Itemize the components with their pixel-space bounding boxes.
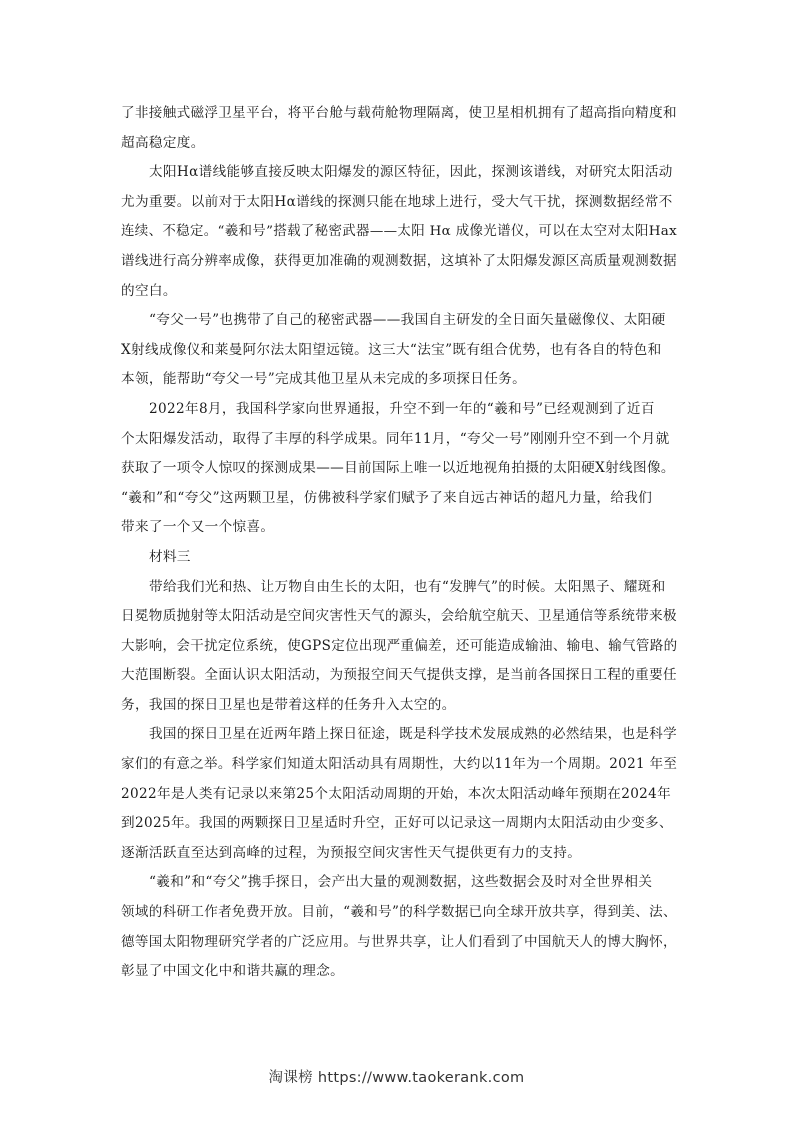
text-line: 的空白。 bbox=[121, 282, 177, 299]
text-line: 日冕物质抛射等太阳活动是空间灾害性天气的源头，会给航空航天、卫星通信等系统带来极 bbox=[121, 608, 677, 625]
text-line: 个太阳爆发活动，取得了丰厚的科学成果。同年11月，“夸父一号”刚刚升空不到一个月就 bbox=[121, 430, 670, 447]
text-line: 带来了一个又一个惊喜。 bbox=[121, 519, 275, 536]
text-line: 谱线进行高分辨率成像，获得更加准确的观测数据，这填补了太阳爆发源区高质量观测数据 bbox=[121, 252, 677, 269]
text-line: 家们的有意之举。科学家们知道太阳活动具有周期性，大约以11年为一个周期。2021 年至 bbox=[121, 756, 677, 773]
text-line: 带给我们光和热、让万物自由生长的太阳，也有“发脾气”的时候。太阳黑子、耀斑和 bbox=[149, 578, 666, 595]
text-line: 领域的科研工作者免费开放。目前，“羲和号”的科学数据已向全球开放共享，得到美、法、 bbox=[121, 904, 677, 921]
text-line: 2022年8月，我国科学家向世界通报，升空不到一年的“羲和号”已经观测到了近百 bbox=[149, 400, 655, 417]
text-line: 获取了一项令人惊叹的探测成果——目前国际上唯一以近地视角拍摄的太阳硬X射线图像。 bbox=[121, 460, 675, 477]
text-line: 逐渐活跃直至达到高峰的过程，为预报空间灾害性天气提供更有力的支持。 bbox=[121, 844, 582, 861]
text-line: 太阳Hα谱线能够直接反映太阳爆发的源区特征，因此，探测该谱线，对研究太阳活动 bbox=[149, 164, 673, 181]
text-line: 大范围断裂。全面认识太阳活动，为预报空间天气提供支撑，是当前各国探日工程的重要任 bbox=[121, 667, 677, 684]
text-line: 德等国太阳物理研究学者的广泛应用。与世界共享，让人们看到了中国航天人的博大胸怀， bbox=[121, 933, 677, 950]
text-line: 务，我国的探日卫星也是带着这样的任务升入太空的。 bbox=[121, 696, 456, 713]
text-line: X射线成像仪和莱曼阿尔法太阳望远镜。这三大“法宝”既有组合优势，也有各自的特色和 bbox=[121, 341, 662, 358]
text-line: 彰显了中国文化中和谐共赢的理念。 bbox=[121, 963, 345, 980]
document-body bbox=[121, 99, 677, 987]
text-line: 了非接触式磁浮卫星平台，将平台舱与载荷舱物理隔离，使卫星相机拥有了超高指向精度和 bbox=[121, 105, 677, 121]
text-line: 我国的探日卫星在近两年踏上探日征途，既是科学技术发展成熟的必然结果，也是科学 bbox=[149, 726, 677, 743]
text-line: 超高稳定度。 bbox=[121, 134, 205, 151]
text-line: “羲和”和“夸父”这两颗卫星，仿佛被科学家们赋予了来自远古神话的超凡力量，给我们 bbox=[121, 489, 653, 506]
text-line: 连续、不稳定。“羲和号”搭载了秘密武器——太阳 Hα 成像光谱仪，可以在太空对太阳Hax bbox=[121, 224, 677, 240]
text-line: “羲和”和“夸父”携手探日，会产出大量的观测数据，这些数据会及时对全世界相关 bbox=[149, 874, 653, 891]
text-line: 本领，能帮助“夸父一号”完成其他卫星从未完成的多项探日任务。 bbox=[121, 371, 527, 388]
text-line: 大影响，会干扰定位系统，使GPS定位出现严重偏差，还可能造成输油、输电、输气管路的 bbox=[121, 637, 677, 654]
text-line: “夸父一号”也携带了自己的秘密武器——我国自主研发的全日面矢量磁像仪、太阳硬 bbox=[149, 312, 666, 329]
text-line: 到2025年。我国的两颗探日卫星适时升空，正好可以记录这一周期内太阳活动由少变多、 bbox=[121, 815, 673, 832]
text-line: 尤为重要。以前对于太阳Hα谱线的探测只能在地球上进行，受大气干扰，探测数据经常不 bbox=[121, 193, 673, 210]
text-line: 材料三 bbox=[149, 548, 191, 565]
footer-watermark[interactable]: 淘课榜 https://www.taokerank.com bbox=[268, 1070, 525, 1086]
text-line: 2022年是人类有记录以来第25个太阳活动周期的开始，本次太阳活动峰年预期在2024年 bbox=[121, 785, 672, 802]
